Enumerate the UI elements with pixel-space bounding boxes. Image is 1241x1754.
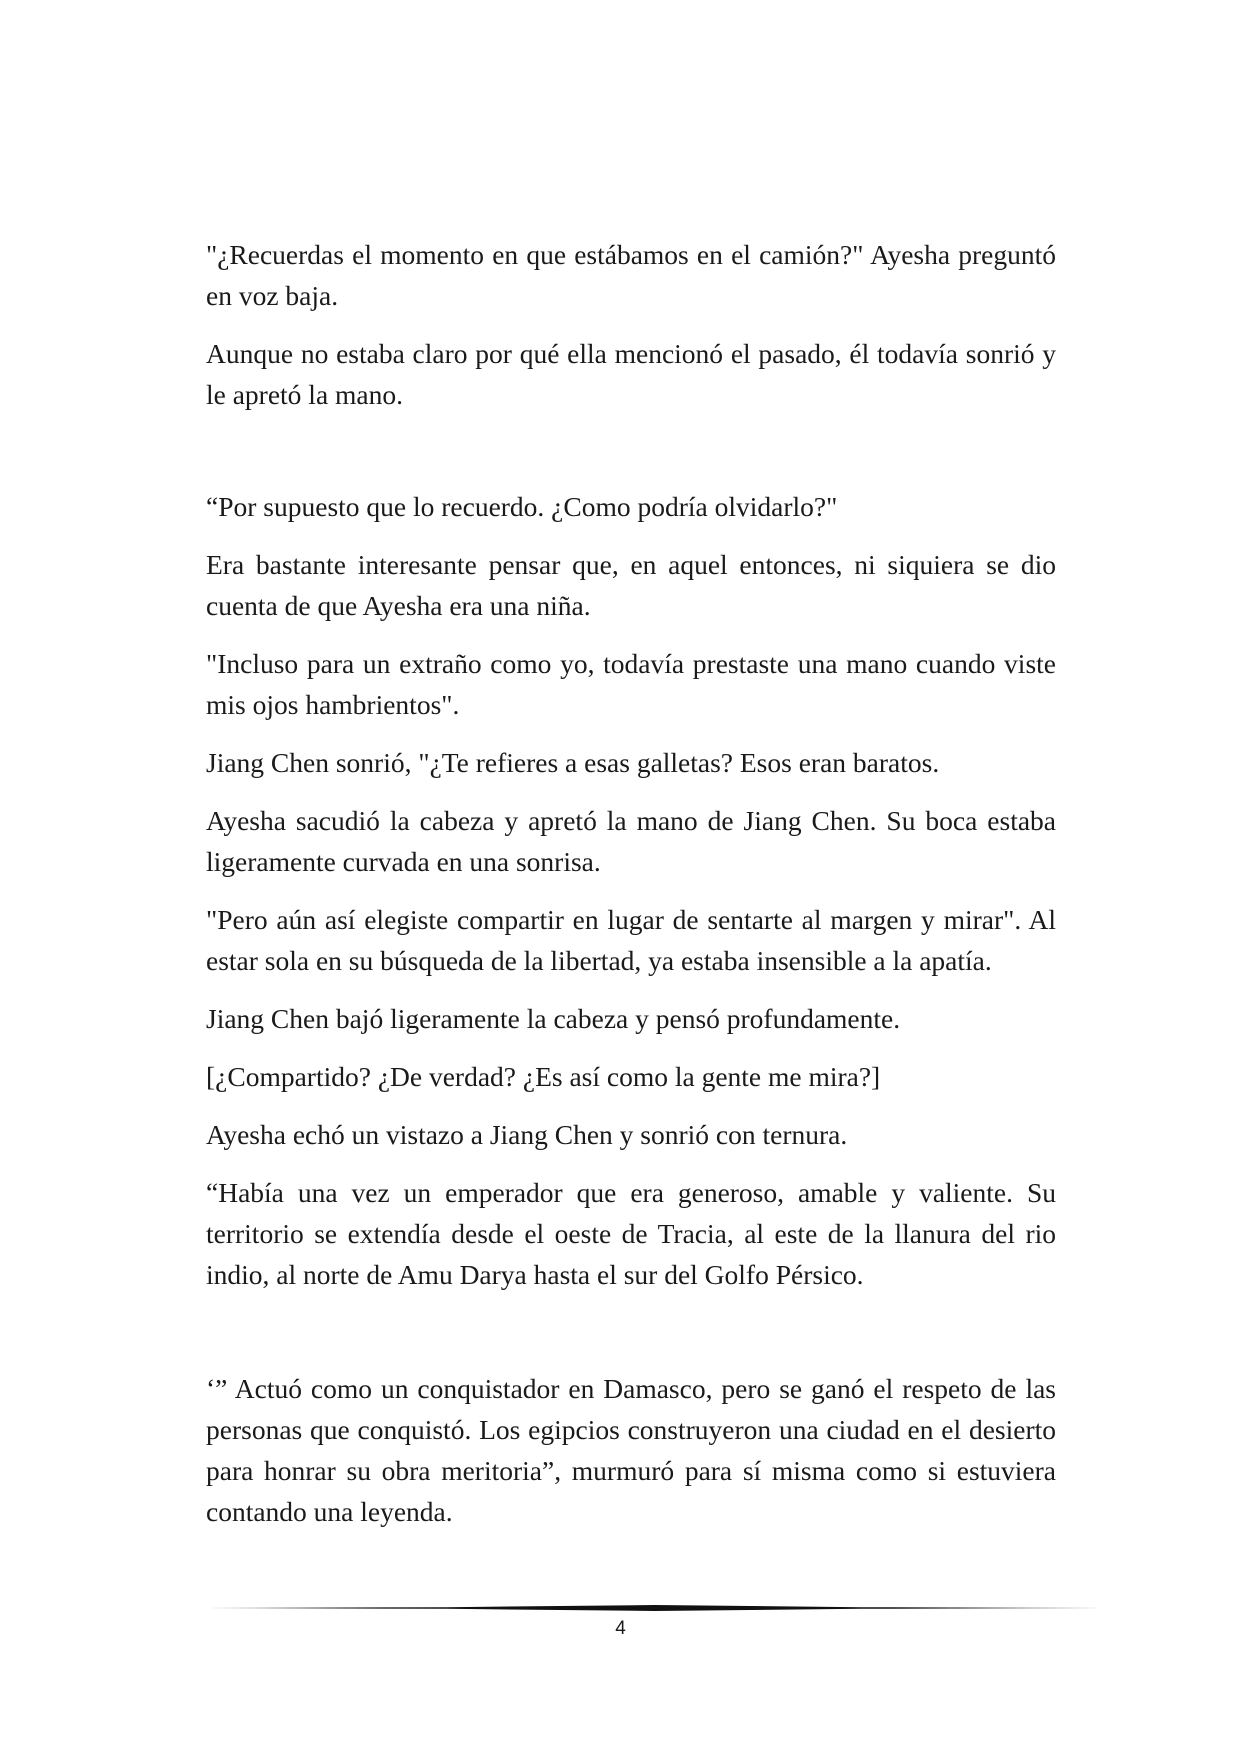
paragraph: Aunque no estaba claro por qué ella mencionó el pasado, él todavía sonrió y le apretó la mano.	[206, 338, 1056, 410]
paragraph: “Por supuesto que lo recuerdo. ¿Como podría olvidarlo?"	[206, 491, 838, 522]
paragraph: Ayesha echó un vistazo a Jiang Chen y sonrió con ternura.	[206, 1119, 848, 1150]
page-number: 4	[615, 1618, 626, 1639]
paragraph: "Incluso para un extraño como yo, todavía prestaste una mano cuando viste mis ojos hambrientos".	[206, 648, 1056, 720]
paragraph: “Había una vez un emperador que era generoso, amable y valiente. Su territorio se extendía desde el oeste de Tracia, al este de la llanura del rio indio, al norte de Amu Darya hasta el sur del Golfo Pérsico.	[206, 1177, 1056, 1290]
paragraph: Era bastante interesante pensar que, en aquel entonces, ni siquiera se dio cuenta de que Ayesha era una niña.	[206, 549, 1056, 621]
paragraph: Jiang Chen sonrió, "¿Te refieres a esas galletas? Esos eran baratos.	[206, 747, 940, 778]
paragraph: Ayesha sacudió la cabeza y apretó la mano de Jiang Chen. Su boca estaba ligeramente curvada en una sonrisa.	[206, 805, 1056, 877]
footer-rule	[206, 1604, 1102, 1612]
paragraph: "Pero aún así elegiste compartir en lugar de sentarte al margen y mirar". Al estar sola en su búsqueda de la libertad, ya estaba insensible a la apatía.	[206, 904, 1056, 976]
paragraph: ‘” Actuó como un conquistador en Damasco, pero se ganó el respeto de las personas que conquistó. Los egipcios construyeron una ciudad en el desierto para honrar su obra meritoria”, murmuró para sí misma como si estuviera contando una leyenda.	[206, 1373, 1056, 1527]
paragraph: [¿Compartido? ¿De verdad? ¿Es así como la gente me mira?]	[206, 1061, 881, 1092]
paragraph: Jiang Chen bajó ligeramente la cabeza y pensó profundamente.	[206, 1003, 901, 1034]
paragraph-spacer	[206, 1312, 1056, 1368]
paragraph: "¿Recuerdas el momento en que estábamos en el camión?" Ayesha preguntó en voz baja.	[206, 239, 1056, 311]
body-text	[206, 234, 1056, 1549]
paragraph-spacer	[206, 432, 1056, 486]
